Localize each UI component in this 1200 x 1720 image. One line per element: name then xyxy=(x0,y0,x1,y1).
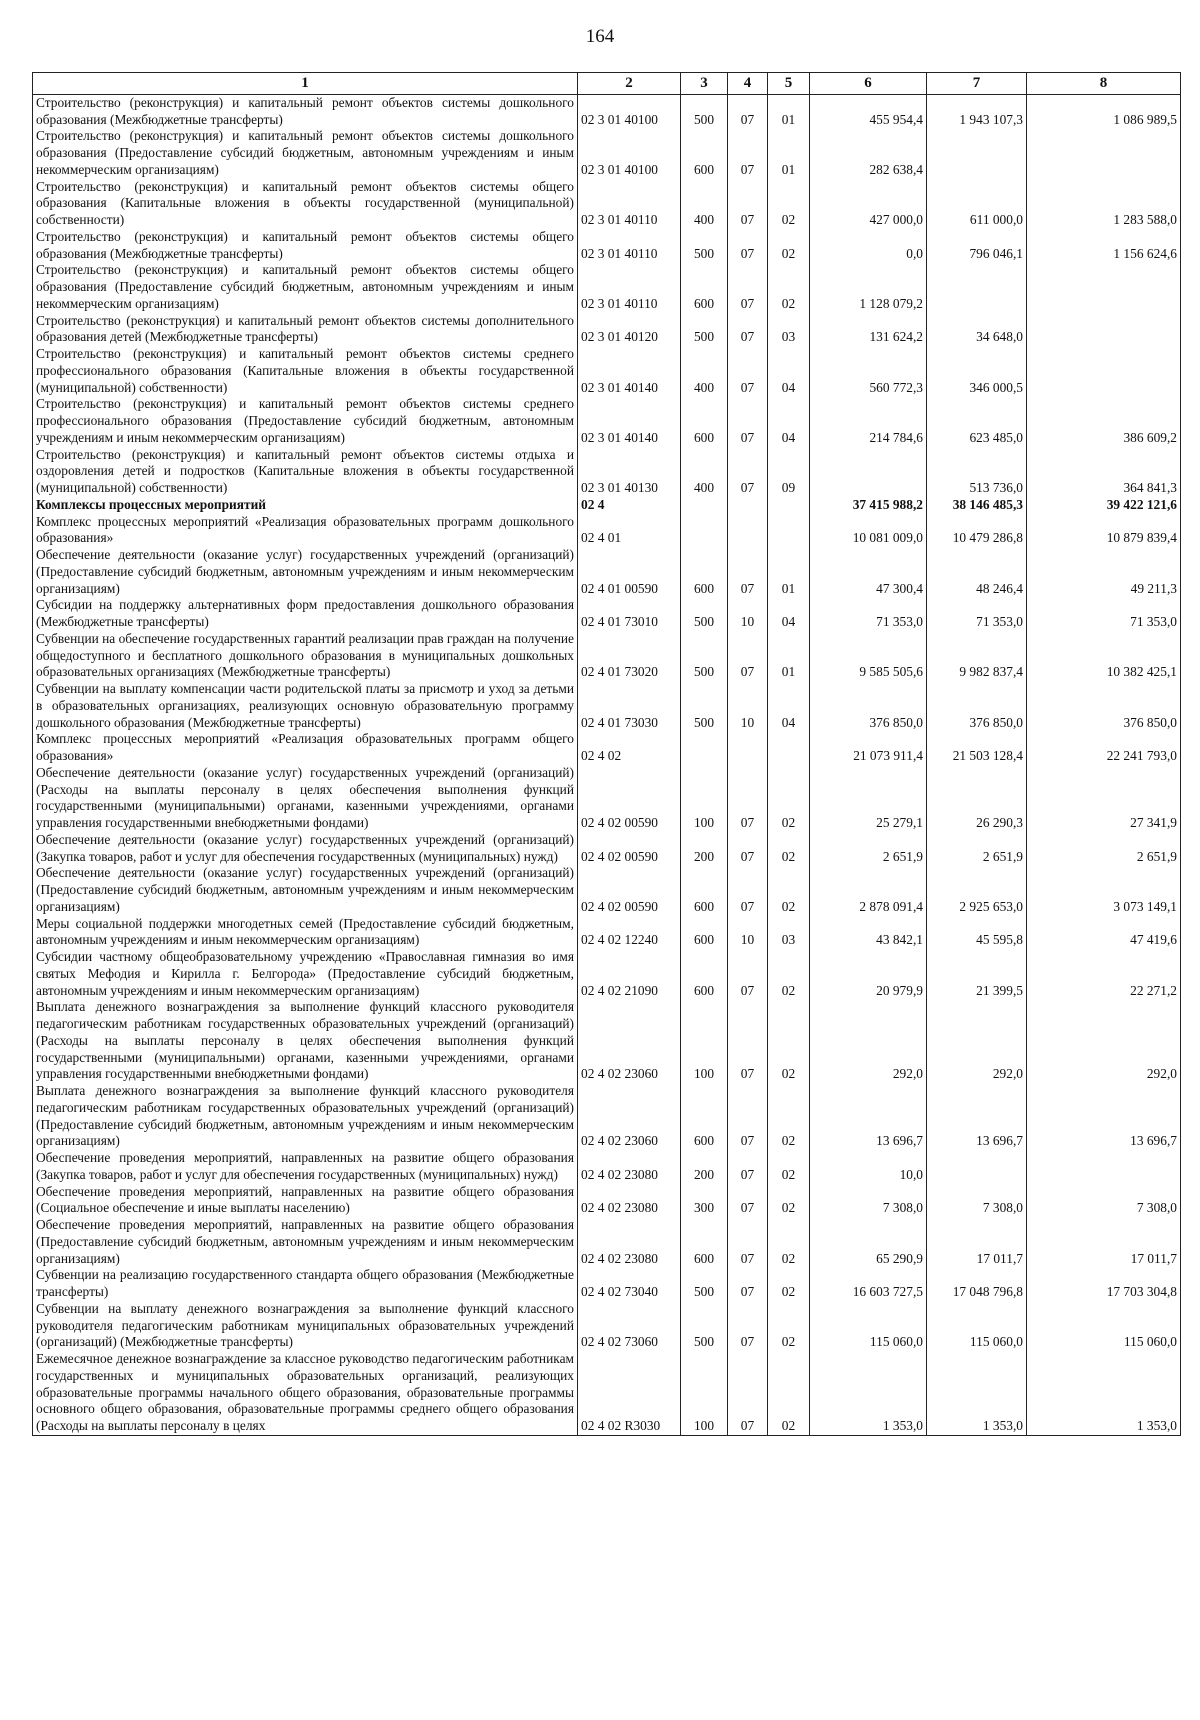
row-amount-year3 xyxy=(1027,313,1181,347)
row-section: 07 xyxy=(728,1150,768,1184)
row-amount-year3: 2 651,9 xyxy=(1027,832,1181,866)
row-name: Строительство (реконструкция) и капитальный ремонт объектов системы дошкольного образования (Предоставление субсидий бюджетным, автономным учреждениям и иным некоммерческим организациям) xyxy=(33,128,578,178)
row-amount-year1 xyxy=(810,447,927,497)
row-subsection: 02 xyxy=(768,1217,810,1267)
row-subsection: 01 xyxy=(768,547,810,597)
row-expense-type: 200 xyxy=(681,832,728,866)
row-amount-year2: 376 850,0 xyxy=(927,681,1027,731)
row-amount-year2: 2 651,9 xyxy=(927,832,1027,866)
row-expense-type: 500 xyxy=(681,681,728,731)
row-expense-type: 500 xyxy=(681,1267,728,1301)
row-code: 02 4 02 23060 xyxy=(578,999,681,1083)
row-expense-type: 500 xyxy=(681,597,728,631)
row-subsection: 01 xyxy=(768,128,810,178)
row-code: 02 4 02 21090 xyxy=(578,949,681,999)
row-expense-type: 600 xyxy=(681,1217,728,1267)
row-amount-year1: 282 638,4 xyxy=(810,128,927,178)
row-subsection: 02 xyxy=(768,262,810,312)
row-amount-year3: 115 060,0 xyxy=(1027,1301,1181,1351)
row-amount-year1: 0,0 xyxy=(810,229,927,263)
row-code: 02 3 01 40140 xyxy=(578,396,681,446)
row-code: 02 4 01 73020 xyxy=(578,631,681,681)
table-header-row xyxy=(33,73,1181,95)
row-amount-year3: 22 241 793,0 xyxy=(1027,731,1181,765)
row-section: 07 xyxy=(728,1267,768,1301)
row-code: 02 4 02 00590 xyxy=(578,832,681,866)
row-amount-year2: 623 485,0 xyxy=(927,396,1027,446)
row-amount-year3: 292,0 xyxy=(1027,999,1181,1083)
row-amount-year2: 17 048 796,8 xyxy=(927,1267,1027,1301)
row-subsection: 02 xyxy=(768,1150,810,1184)
row-code: 02 4 02 00590 xyxy=(578,865,681,915)
row-amount-year2: 1 943 107,3 xyxy=(927,94,1027,128)
table-row xyxy=(33,514,1181,548)
row-amount-year1: 13 696,7 xyxy=(810,1083,927,1150)
row-expense-type: 500 xyxy=(681,313,728,347)
row-amount-year1: 292,0 xyxy=(810,999,927,1083)
row-subsection: 04 xyxy=(768,681,810,731)
table-row xyxy=(33,396,1181,446)
row-amount-year3 xyxy=(1027,1150,1181,1184)
row-subsection: 02 xyxy=(768,1184,810,1218)
row-code: 02 4 01 00590 xyxy=(578,547,681,597)
row-name: Обеспечение деятельности (оказание услуг) государственных учреждений (организаций) (Предоставление субсидий бюджетным, автономным учреждениям и иным некоммерческим организациям) xyxy=(33,547,578,597)
row-subsection xyxy=(768,514,810,548)
table-row xyxy=(33,229,1181,263)
row-section: 07 xyxy=(728,1083,768,1150)
row-amount-year2: 9 982 837,4 xyxy=(927,631,1027,681)
row-amount-year3: 364 841,3 xyxy=(1027,447,1181,497)
row-name: Обеспечение деятельности (оказание услуг) государственных учреждений (организаций) (Предоставление субсидий бюджетным, автономным учреждениям и иным некоммерческим организациям) xyxy=(33,865,578,915)
table-row xyxy=(33,313,1181,347)
table-row xyxy=(33,832,1181,866)
row-code: 02 4 02 23080 xyxy=(578,1217,681,1267)
row-amount-year1: 131 624,2 xyxy=(810,313,927,347)
row-amount-year1: 427 000,0 xyxy=(810,179,927,229)
row-expense-type: 400 xyxy=(681,179,728,229)
row-section: 07 xyxy=(728,999,768,1083)
header-col-8: 8 xyxy=(1027,73,1181,95)
row-name: Строительство (реконструкция) и капитальный ремонт объектов системы общего образования (Предоставление субсидий бюджетным, автономным учреждениям и иным некоммерческим организациям) xyxy=(33,262,578,312)
row-section xyxy=(728,514,768,548)
header-col-5: 5 xyxy=(768,73,810,95)
row-expense-type: 400 xyxy=(681,447,728,497)
header-col-1: 1 xyxy=(33,73,578,95)
row-amount-year3: 376 850,0 xyxy=(1027,681,1181,731)
row-subsection: 03 xyxy=(768,313,810,347)
row-amount-year1: 25 279,1 xyxy=(810,765,927,832)
row-subsection: 02 xyxy=(768,865,810,915)
row-subsection: 02 xyxy=(768,999,810,1083)
row-code: 02 4 01 73010 xyxy=(578,597,681,631)
row-code: 02 4 02 73060 xyxy=(578,1301,681,1351)
table-row xyxy=(33,1150,1181,1184)
row-amount-year3: 39 422 121,6 xyxy=(1027,497,1181,514)
row-amount-year1: 2 878 091,4 xyxy=(810,865,927,915)
table-row xyxy=(33,346,1181,396)
row-section: 07 xyxy=(728,832,768,866)
row-name: Субсидии частному общеобразовательному учреждению «Православная гимназия во имя святых Мефодия и Кирилла г. Белгорода» (Предоставление субсидий бюджетным, автономным учреждениям и иным некоммерческим организациям) xyxy=(33,949,578,999)
row-name: Строительство (реконструкция) и капитальный ремонт объектов системы среднего профессионального образования (Капитальные вложения в объекты государственной (муниципальной) собственности) xyxy=(33,346,578,396)
table-row xyxy=(33,547,1181,597)
header-col-4: 4 xyxy=(728,73,768,95)
table-row xyxy=(33,262,1181,312)
row-subsection: 02 xyxy=(768,1083,810,1150)
row-subsection: 04 xyxy=(768,597,810,631)
row-section: 07 xyxy=(728,547,768,597)
row-expense-type: 200 xyxy=(681,1150,728,1184)
row-amount-year3: 7 308,0 xyxy=(1027,1184,1181,1218)
row-code: 02 3 01 40130 xyxy=(578,447,681,497)
row-amount-year3 xyxy=(1027,128,1181,178)
header-col-3: 3 xyxy=(681,73,728,95)
row-expense-type: 600 xyxy=(681,865,728,915)
page-number: 164 xyxy=(585,26,615,47)
row-subsection: 04 xyxy=(768,396,810,446)
row-amount-year2: 21 399,5 xyxy=(927,949,1027,999)
row-expense-type xyxy=(681,497,728,514)
row-amount-year1: 1 353,0 xyxy=(810,1351,927,1435)
row-section: 07 xyxy=(728,631,768,681)
row-amount-year3: 13 696,7 xyxy=(1027,1083,1181,1150)
row-amount-year1: 2 651,9 xyxy=(810,832,927,866)
row-amount-year2: 13 696,7 xyxy=(927,1083,1027,1150)
row-code: 02 4 01 xyxy=(578,514,681,548)
row-subsection: 02 xyxy=(768,765,810,832)
row-amount-year1: 7 308,0 xyxy=(810,1184,927,1218)
row-subsection: 04 xyxy=(768,346,810,396)
row-amount-year3: 3 073 149,1 xyxy=(1027,865,1181,915)
row-amount-year2: 796 046,1 xyxy=(927,229,1027,263)
row-expense-type: 100 xyxy=(681,999,728,1083)
row-section xyxy=(728,497,768,514)
row-amount-year2: 513 736,0 xyxy=(927,447,1027,497)
row-amount-year1: 10 081 009,0 xyxy=(810,514,927,548)
row-subsection: 02 xyxy=(768,1301,810,1351)
row-name: Выплата денежного вознаграждения за выполнение функций классного руководителя педагогическим работникам государственных образовательных учреждений (организаций) (Предоставление субсидий бюджетным, автономным учреждениям и иным некоммерческим организациям) xyxy=(33,1083,578,1150)
row-expense-type: 600 xyxy=(681,262,728,312)
row-section: 07 xyxy=(728,1351,768,1435)
row-amount-year1: 214 784,6 xyxy=(810,396,927,446)
row-amount-year1: 20 979,9 xyxy=(810,949,927,999)
row-code: 02 4 xyxy=(578,497,681,514)
row-subsection: 01 xyxy=(768,94,810,128)
row-subsection: 02 xyxy=(768,229,810,263)
row-subsection: 02 xyxy=(768,1351,810,1435)
row-amount-year3 xyxy=(1027,262,1181,312)
row-expense-type: 600 xyxy=(681,547,728,597)
row-amount-year2: 115 060,0 xyxy=(927,1301,1027,1351)
row-amount-year1: 115 060,0 xyxy=(810,1301,927,1351)
row-amount-year2: 71 353,0 xyxy=(927,597,1027,631)
header-col-7: 7 xyxy=(927,73,1027,95)
table-row xyxy=(33,1351,1181,1435)
row-amount-year2: 48 246,4 xyxy=(927,547,1027,597)
row-expense-type: 600 xyxy=(681,1083,728,1150)
row-section: 07 xyxy=(728,262,768,312)
table-row xyxy=(33,1301,1181,1351)
row-expense-type: 500 xyxy=(681,94,728,128)
row-amount-year1: 43 842,1 xyxy=(810,916,927,950)
row-section: 07 xyxy=(728,128,768,178)
row-amount-year3: 49 211,3 xyxy=(1027,547,1181,597)
row-amount-year2 xyxy=(927,262,1027,312)
row-name: Выплата денежного вознаграждения за выполнение функций классного руководителя педагогическим работникам государственных образовательных учреждений (организаций) (Расходы на выплаты персоналу в целях обеспечения выполнения функций государственными (муниципальными) органами, казенными учреждениями, органами управления государственными внебюджетными фондами) xyxy=(33,999,578,1083)
row-subsection: 01 xyxy=(768,631,810,681)
budget-table xyxy=(32,72,1181,1436)
table-row xyxy=(33,731,1181,765)
row-amount-year2: 7 308,0 xyxy=(927,1184,1027,1218)
row-expense-type: 600 xyxy=(681,396,728,446)
row-amount-year3: 386 609,2 xyxy=(1027,396,1181,446)
row-expense-type: 600 xyxy=(681,128,728,178)
row-expense-type: 600 xyxy=(681,949,728,999)
row-amount-year2: 346 000,5 xyxy=(927,346,1027,396)
row-amount-year3: 47 419,6 xyxy=(1027,916,1181,950)
row-subsection: 02 xyxy=(768,832,810,866)
row-section: 07 xyxy=(728,396,768,446)
row-code: 02 3 01 40100 xyxy=(578,128,681,178)
row-amount-year1: 455 954,4 xyxy=(810,94,927,128)
row-amount-year3: 10 382 425,1 xyxy=(1027,631,1181,681)
row-code: 02 4 02 xyxy=(578,731,681,765)
row-expense-type: 600 xyxy=(681,916,728,950)
table-row xyxy=(33,631,1181,681)
table-row xyxy=(33,681,1181,731)
row-section: 07 xyxy=(728,179,768,229)
row-amount-year2: 45 595,8 xyxy=(927,916,1027,950)
row-amount-year3: 71 353,0 xyxy=(1027,597,1181,631)
table-row xyxy=(33,865,1181,915)
table-row xyxy=(33,597,1181,631)
row-amount-year1: 71 353,0 xyxy=(810,597,927,631)
row-amount-year2: 21 503 128,4 xyxy=(927,731,1027,765)
row-expense-type: 400 xyxy=(681,346,728,396)
row-amount-year1: 37 415 988,2 xyxy=(810,497,927,514)
row-amount-year3: 17 703 304,8 xyxy=(1027,1267,1181,1301)
row-section: 07 xyxy=(728,313,768,347)
row-amount-year1: 10,0 xyxy=(810,1150,927,1184)
row-subsection: 03 xyxy=(768,916,810,950)
row-name: Строительство (реконструкция) и капитальный ремонт объектов системы отдыха и оздоровления детей и подростков (Капитальные вложения в объекты государственной (муниципальной) собственности) xyxy=(33,447,578,497)
row-expense-type: 500 xyxy=(681,229,728,263)
row-amount-year2: 34 648,0 xyxy=(927,313,1027,347)
row-expense-type: 500 xyxy=(681,631,728,681)
row-amount-year1: 16 603 727,5 xyxy=(810,1267,927,1301)
table-row xyxy=(33,949,1181,999)
table-row xyxy=(33,497,1181,514)
table-row xyxy=(33,765,1181,832)
row-code: 02 3 01 40110 xyxy=(578,262,681,312)
row-name: Обеспечение деятельности (оказание услуг) государственных учреждений (организаций) (Закупка товаров, работ и услуг для обеспечения государственных (муниципальных) нужд) xyxy=(33,832,578,866)
row-name: Комплексы процессных мероприятий xyxy=(33,497,578,514)
row-name: Обеспечение проведения мероприятий, направленных на развитие общего образования (Предоставление субсидий бюджетным, автономным учреждениям и иным некоммерческим организациям) xyxy=(33,1217,578,1267)
row-name: Обеспечение проведения мероприятий, направленных на развитие общего образования (Социальное обеспечение и иные выплаты населению) xyxy=(33,1184,578,1218)
row-name: Субсидии на поддержку альтернативных форм предоставления дошкольного образования (Межбюджетные трансферты) xyxy=(33,597,578,631)
row-amount-year3: 17 011,7 xyxy=(1027,1217,1181,1267)
row-subsection: 02 xyxy=(768,179,810,229)
row-section: 07 xyxy=(728,1301,768,1351)
row-code: 02 4 01 73030 xyxy=(578,681,681,731)
row-amount-year2: 611 000,0 xyxy=(927,179,1027,229)
table-row xyxy=(33,1217,1181,1267)
row-section: 07 xyxy=(728,346,768,396)
row-name: Обеспечение проведения мероприятий, направленных на развитие общего образования (Закупка товаров, работ и услуг для обеспечения государственных (муниципальных) нужд) xyxy=(33,1150,578,1184)
row-subsection xyxy=(768,731,810,765)
row-code: 02 4 02 23080 xyxy=(578,1184,681,1218)
row-amount-year1: 560 772,3 xyxy=(810,346,927,396)
table-row xyxy=(33,179,1181,229)
row-expense-type xyxy=(681,731,728,765)
row-subsection: 02 xyxy=(768,1267,810,1301)
row-name: Меры социальной поддержки многодетных семей (Предоставление субсидий бюджетным, автономным учреждениям и иным некоммерческим организациям) xyxy=(33,916,578,950)
row-amount-year2: 2 925 653,0 xyxy=(927,865,1027,915)
row-section: 07 xyxy=(728,865,768,915)
header-col-6: 6 xyxy=(810,73,927,95)
row-name: Субвенции на выплату компенсации части родительской платы за присмотр и уход за детьми в образовательных организациях, реализующих основную образовательную программу дошкольного образования (Межбюджетные трансферты) xyxy=(33,681,578,731)
row-amount-year2 xyxy=(927,1150,1027,1184)
table-row xyxy=(33,1083,1181,1150)
row-amount-year2: 17 011,7 xyxy=(927,1217,1027,1267)
row-amount-year3 xyxy=(1027,346,1181,396)
row-name: Строительство (реконструкция) и капитальный ремонт объектов системы среднего профессионального образования (Предоставление субсидий бюджетным, автономным учреждениям и иным некоммерческим организациям) xyxy=(33,396,578,446)
row-amount-year2: 1 353,0 xyxy=(927,1351,1027,1435)
row-code: 02 3 01 40120 xyxy=(578,313,681,347)
row-code: 02 3 01 40110 xyxy=(578,229,681,263)
table-row xyxy=(33,94,1181,128)
row-section: 07 xyxy=(728,447,768,497)
table-row xyxy=(33,999,1181,1083)
row-subsection xyxy=(768,497,810,514)
row-amount-year1: 1 128 079,2 xyxy=(810,262,927,312)
row-name: Субвенции на реализацию государственного стандарта общего образования (Межбюджетные трансферты) xyxy=(33,1267,578,1301)
row-name: Строительство (реконструкция) и капитальный ремонт объектов системы общего образования (Межбюджетные трансферты) xyxy=(33,229,578,263)
table-body xyxy=(33,94,1181,1435)
table-row xyxy=(33,1184,1181,1218)
row-code: 02 4 02 23080 xyxy=(578,1150,681,1184)
row-section: 07 xyxy=(728,1184,768,1218)
row-amount-year3: 1 353,0 xyxy=(1027,1351,1181,1435)
row-amount-year3: 10 879 839,4 xyxy=(1027,514,1181,548)
row-section: 10 xyxy=(728,681,768,731)
row-code: 02 3 01 40100 xyxy=(578,94,681,128)
row-name: Субвенции на выплату денежного вознаграждения за выполнение функций классного руководителя педагогическим работникам муниципальных образовательных учреждений (организаций) (Межбюджетные трансферты) xyxy=(33,1301,578,1351)
row-code: 02 4 02 23060 xyxy=(578,1083,681,1150)
row-amount-year1: 376 850,0 xyxy=(810,681,927,731)
row-amount-year3: 1 283 588,0 xyxy=(1027,179,1181,229)
row-amount-year1: 65 290,9 xyxy=(810,1217,927,1267)
row-amount-year2: 292,0 xyxy=(927,999,1027,1083)
row-amount-year3: 1 156 624,6 xyxy=(1027,229,1181,263)
row-section: 10 xyxy=(728,597,768,631)
table-row xyxy=(33,916,1181,950)
row-amount-year2: 10 479 286,8 xyxy=(927,514,1027,548)
row-expense-type: 100 xyxy=(681,765,728,832)
row-section: 07 xyxy=(728,1217,768,1267)
row-section xyxy=(728,731,768,765)
row-expense-type: 500 xyxy=(681,1301,728,1351)
row-amount-year1: 9 585 505,6 xyxy=(810,631,927,681)
row-amount-year2 xyxy=(927,128,1027,178)
table-row xyxy=(33,1267,1181,1301)
row-amount-year1: 21 073 911,4 xyxy=(810,731,927,765)
row-name: Ежемесячное денежное вознаграждение за классное руководство педагогическим работникам государственных и муниципальных образовательных организаций, реализующих образовательные программы начального общего образования, образовательные программы основного общего образования, образовательные программы среднего общего образования (Расходы на выплаты персоналу в целях xyxy=(33,1351,578,1435)
row-code: 02 3 01 40110 xyxy=(578,179,681,229)
row-name: Комплекс процессных мероприятий «Реализация образовательных программ дошкольного образования» xyxy=(33,514,578,548)
row-amount-year3: 27 341,9 xyxy=(1027,765,1181,832)
row-name: Комплекс процессных мероприятий «Реализация образовательных программ общего образования» xyxy=(33,731,578,765)
row-name: Строительство (реконструкция) и капитальный ремонт объектов системы дополнительного образования детей (Межбюджетные трансферты) xyxy=(33,313,578,347)
table-row xyxy=(33,128,1181,178)
row-amount-year2: 38 146 485,3 xyxy=(927,497,1027,514)
row-section: 07 xyxy=(728,94,768,128)
row-subsection: 09 xyxy=(768,447,810,497)
row-amount-year3: 22 271,2 xyxy=(1027,949,1181,999)
row-amount-year1: 47 300,4 xyxy=(810,547,927,597)
row-name: Строительство (реконструкция) и капитальный ремонт объектов системы общего образования (Капитальные вложения в объекты государственной (муниципальной) собственности) xyxy=(33,179,578,229)
row-section: 07 xyxy=(728,229,768,263)
row-section: 07 xyxy=(728,949,768,999)
row-expense-type: 100 xyxy=(681,1351,728,1435)
row-name: Субвенции на обеспечение государственных гарантий реализации прав граждан на получение общедоступного и бесплатного дошкольного образования в муниципальных дошкольных образовательных организациях (Межбюджетные трансферты) xyxy=(33,631,578,681)
row-name: Обеспечение деятельности (оказание услуг) государственных учреждений (организаций) (Расходы на выплаты персоналу в целях обеспечения выполнения функций государственными (муниципальными) органами, казенными учреждениями, органами управления государственными внебюджетными фондами) xyxy=(33,765,578,832)
row-expense-type: 300 xyxy=(681,1184,728,1218)
row-name: Строительство (реконструкция) и капитальный ремонт объектов системы дошкольного образования (Межбюджетные трансферты) xyxy=(33,94,578,128)
row-subsection: 02 xyxy=(768,949,810,999)
row-section: 10 xyxy=(728,916,768,950)
row-code: 02 4 02 00590 xyxy=(578,765,681,832)
header-col-2: 2 xyxy=(578,73,681,95)
row-amount-year2: 26 290,3 xyxy=(927,765,1027,832)
row-code: 02 3 01 40140 xyxy=(578,346,681,396)
row-amount-year3: 1 086 989,5 xyxy=(1027,94,1181,128)
row-code: 02 4 02 R3030 xyxy=(578,1351,681,1435)
row-section: 07 xyxy=(728,765,768,832)
row-expense-type xyxy=(681,514,728,548)
table-row xyxy=(33,447,1181,497)
row-code: 02 4 02 12240 xyxy=(578,916,681,950)
row-code: 02 4 02 73040 xyxy=(578,1267,681,1301)
